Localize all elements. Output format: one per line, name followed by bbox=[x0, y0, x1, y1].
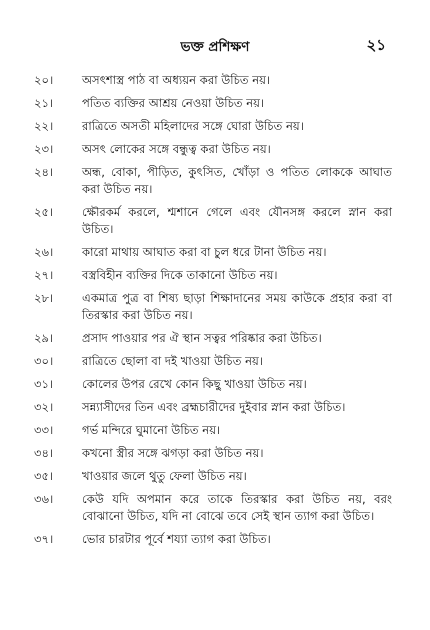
item-text: কখনো স্ত্রীর সঙ্গে ঝগড়া করা উচিত নয়। bbox=[82, 446, 264, 460]
item-text: বস্ত্রবিহীন ব্যক্তির দিকে তাকানো উচিত নয়। bbox=[82, 268, 278, 282]
item-number: ২৫। bbox=[34, 205, 54, 219]
list-item bbox=[0, 491, 430, 525]
item-number: ২৪। bbox=[34, 165, 54, 179]
item-text: অসৎশাস্ত্র পাঠ বা অধ্যয়ন করা উচিত নয়। bbox=[82, 73, 271, 87]
item-number: ২১। bbox=[34, 96, 54, 110]
item-text: অসৎ লোকের সঙ্গে বন্ধুত্ব করা উচিত নয়। bbox=[82, 142, 271, 156]
item-number: ৩৫। bbox=[34, 469, 54, 483]
list-item bbox=[0, 164, 430, 198]
list-item bbox=[0, 468, 430, 485]
item-text: কেউ যদি অপমান করে তাকে তিরস্কার করা উচিত নয়, বরং বোঝানো উচিত, যদি না বোঝে তবে সেই স্থান ত্যাগ করা উচিত। bbox=[82, 492, 392, 523]
item-text: ক্ষৌরকর্ম করলে, শ্মশানে গেলে এবং যৌনসঙ্গ করলে স্নান করা উচিত। bbox=[82, 205, 392, 236]
list-item bbox=[0, 118, 430, 135]
list-item bbox=[0, 72, 430, 89]
list-item bbox=[0, 399, 430, 416]
item-text: গর্ভ মন্দিরে ঘুমানো উচিত নয়। bbox=[82, 423, 221, 437]
page-number: ২১ bbox=[366, 36, 386, 54]
page-header bbox=[0, 34, 430, 58]
rules-list bbox=[0, 72, 430, 554]
list-item bbox=[0, 141, 430, 158]
list-item bbox=[0, 290, 430, 324]
list-item bbox=[0, 376, 430, 393]
item-number: ২৯। bbox=[34, 331, 54, 345]
item-number: ২৮। bbox=[34, 291, 54, 305]
list-item bbox=[0, 95, 430, 112]
item-text: সন্ন্যাসীদের তিন এবং ব্রহ্মচারীদের দুইবার স্নান করা উচিত। bbox=[82, 400, 346, 414]
list-item bbox=[0, 204, 430, 238]
list-item bbox=[0, 267, 430, 284]
item-number: ২৬। bbox=[34, 245, 54, 259]
item-text: কোলের উপর রেখে কোন কিছু খাওয়া উচিত নয়। bbox=[82, 377, 307, 391]
item-number: ২০। bbox=[34, 73, 54, 87]
item-number: ৩০। bbox=[34, 354, 54, 368]
item-text: একমাত্র পুত্র বা শিষ্য ছাড়া শিক্ষাদানের সময় কাউকে প্রহার করা বা তিরস্কার করা উচিত নয়। bbox=[82, 291, 392, 322]
item-text: রাত্রিতে অসতী মহিলাদের সঙ্গে ঘোরা উচিত নয়। bbox=[82, 119, 304, 133]
list-item bbox=[0, 244, 430, 261]
item-text: ভোর চারটার পূর্বে শয্যা ত্যাগ করা উচিত। bbox=[82, 532, 271, 546]
item-number: ৩৭। bbox=[34, 532, 54, 546]
item-text: রাত্রিতে ছোলা বা দই খাওয়া উচিত নয়। bbox=[82, 354, 263, 368]
item-text: পতিত ব্যক্তির আশ্রয় নেওয়া উচিত নয়। bbox=[82, 96, 265, 110]
item-number: ৩১। bbox=[34, 377, 54, 391]
list-item bbox=[0, 353, 430, 370]
running-title: ভক্ত প্রশিক্ষণ bbox=[180, 39, 250, 55]
item-text: খাওয়ার জলে থুতু ফেলা উচিত নয়। bbox=[82, 469, 247, 483]
list-item bbox=[0, 422, 430, 439]
item-text: কারো মাথায় আঘাত করা বা চুল ধরে টানা উচিত নয়। bbox=[82, 245, 327, 259]
list-item bbox=[0, 531, 430, 548]
list-item bbox=[0, 445, 430, 462]
item-text: অন্ধ, বোকা, পীড়িত, কুৎসিত, খোঁড়া ও পতিত লোককে আঘাত করা উচিত নয়। bbox=[82, 165, 392, 196]
item-text: প্রসাদ পাওয়ার পর ঐ স্থান সত্বর পরিষ্কার করা উচিত। bbox=[82, 331, 322, 345]
item-number: ২৭। bbox=[34, 268, 54, 282]
item-number: ২২। bbox=[34, 119, 54, 133]
item-number: ৩২। bbox=[34, 400, 54, 414]
item-number: ৩৩। bbox=[34, 423, 54, 437]
item-number: ৩৬। bbox=[34, 492, 54, 506]
list-item bbox=[0, 330, 430, 347]
item-number: ২৩। bbox=[34, 142, 54, 156]
item-number: ৩৪। bbox=[34, 446, 54, 460]
